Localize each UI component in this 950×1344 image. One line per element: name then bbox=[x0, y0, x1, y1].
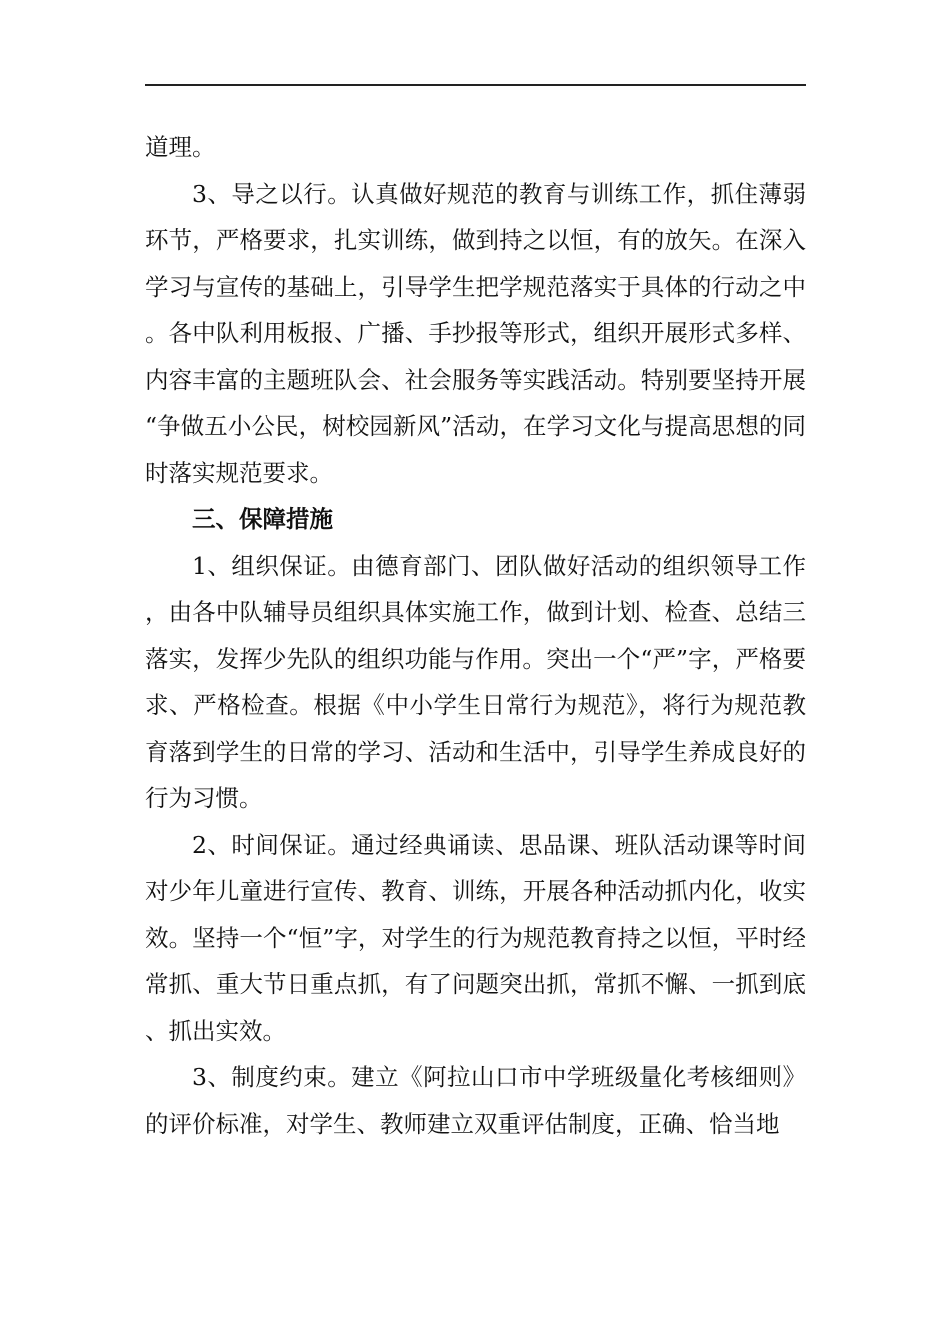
document-body bbox=[145, 124, 806, 1147]
paragraph-guide-action: 3、导之以行。认真做好规范的教育与训练工作，抓住薄弱环节，严格要求，扎实训练，做到持之以恒，有的放矢。在深入学习与宣传的基础上，引导学生把学规范落实于具体的行动之中。各中队利用板报、广播、手抄报等形式，组织开展形式多样、内容丰富的主题班队会、社会服务等实践活动。特别要坚持开展“争做五小公民，树校园新风”活动，在学习文化与提高思想的同时落实规范要求。 bbox=[145, 179, 806, 487]
paragraph-system-constraint: 3、制度约束。建立《阿拉山口市中学班级量化考核细则》的评价标准，对学生、教师建立双重评估制度，正确、恰当地 bbox=[145, 1063, 806, 1138]
paragraph-time-guarantee: 2、时间保证。通过经典诵读、思品课、班队活动课等时间对少年儿童进行宣传、教育、训练，开展各种活动抓内化，收实效。坚持一个“恒”字，对学生的行为规范教育持之以恒，平时经常抓、重大节日重点抓，有了问题突出抓，常抓不懈、一抓到底、抓出实效。 bbox=[145, 830, 806, 1045]
paragraph-organization-guarantee: 1、组织保证。由德育部门、团队做好活动的组织领导工作，由各中队辅导员组织具体实施工作，做到计划、检查、总结三落实，发挥少先队的组织功能与作用。突出一个“严”字，严格要求、严格检查。根据《中小学生日常行为规范》，将行为规范教育落到学生的日常的学习、活动和生活中，引导学生养成良好的行为习惯。 bbox=[145, 551, 806, 812]
header-rule bbox=[145, 84, 806, 86]
section-heading-safeguards: 三、保障措施 bbox=[192, 505, 333, 533]
paragraph-continuation: 道理。 bbox=[145, 133, 216, 161]
